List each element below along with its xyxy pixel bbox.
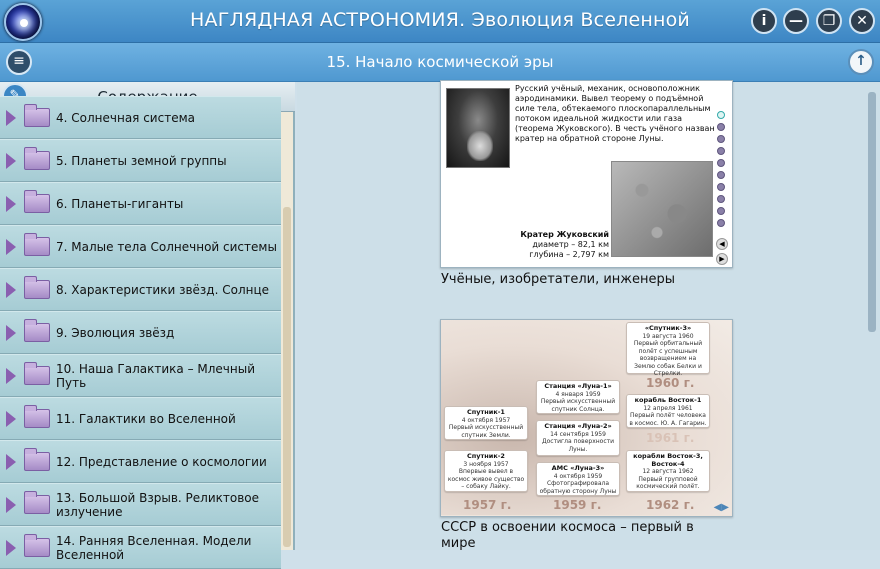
sidebar-item-14[interactable] [0, 526, 281, 569]
slide-dot[interactable] [717, 171, 725, 179]
folder-icon [24, 495, 50, 514]
sidebar-item-13[interactable] [0, 483, 281, 526]
crater-diameter: диаметр – 82,1 км [532, 240, 609, 249]
folder-icon [24, 366, 50, 385]
crater-depth: глубина – 2,797 км [529, 250, 609, 259]
year-label: 1962 г. [646, 498, 695, 512]
space-timeline-card[interactable] [440, 319, 733, 517]
sidebar-item-6[interactable] [0, 182, 281, 225]
minimize-button[interactable]: — [783, 8, 809, 34]
card2-caption[interactable]: СССР в освоении космоса – первый в мире [441, 520, 694, 551]
sidebar-item-label: 10. Наша Галактика – Млечный Путь [56, 361, 256, 390]
sidebar-item-label: 8. Характеристики звёзд. Солнце [56, 282, 270, 297]
folder-icon [24, 237, 50, 256]
sidebar-item-label: 6. Планеты-гиганты [56, 196, 184, 211]
up-arrow-icon[interactable]: ↑ [848, 49, 874, 75]
sidebar-item-9[interactable] [0, 311, 281, 354]
scientist-bio: Русский учёный, механик, основоположник аэродинамики. Вывел теорему о подъёмной силе тела, обтекаемого плоскопараллельным потоком идеальной жидкости или газа (теорема Жуковского). В честь учёного назван кратер на обратной стороне Луны. [515, 84, 715, 143]
section-bar [0, 43, 880, 82]
folder-icon [24, 409, 50, 428]
slide-dot[interactable] [717, 159, 725, 167]
slide-dot[interactable] [717, 219, 725, 227]
event-box: Спутник-2 3 ноября 1957 Впервые вывел в космос живое существо – собаку Лайку. [444, 450, 528, 492]
sidebar [0, 82, 295, 562]
event-box: АМС «Луна-3» 4 октября 1959 Сфотографировала обратную сторону Луны [536, 462, 620, 496]
sidebar-item-label: 7. Малые тела Солнечной системы [56, 239, 277, 254]
event-box: корабли Восток-3, Восток-4 12 августа 1962 Первый групповой космический полёт. [626, 450, 710, 492]
folder-icon [24, 108, 50, 127]
expand-arrow-icon[interactable] [6, 497, 16, 513]
sidebar-item-11[interactable] [0, 397, 281, 440]
year-label: 1961 г. [646, 431, 695, 445]
folder-icon [24, 452, 50, 471]
sidebar-item-label: 4. Солнечная система [56, 110, 195, 125]
menu-icon[interactable]: ≡ [6, 49, 32, 75]
slide-dot[interactable] [717, 147, 725, 155]
expand-arrow-icon[interactable] [6, 411, 16, 427]
year-label: 1960 г. [646, 376, 695, 390]
scientists-card[interactable] [440, 80, 733, 268]
main-content [297, 82, 880, 550]
expand-arrow-icon[interactable] [6, 282, 16, 298]
slide-dot[interactable] [717, 183, 725, 191]
event-box: корабль Восток-1 12 апреля 1961 Первый полёт человека в космос. Ю. А. Гагарин. [626, 394, 710, 428]
content-scrollbar[interactable] [867, 92, 877, 542]
folder-icon [24, 151, 50, 170]
folder-icon [24, 538, 50, 557]
restore-button[interactable]: ❐ [816, 8, 842, 34]
event-box: Станция «Луна-1» 4 января 1959 Первый искусственный спутник Солнца. [536, 380, 620, 414]
slide-dot[interactable] [717, 123, 725, 131]
title-bar [0, 0, 880, 43]
event-box: Станция «Луна-2» 14 сентября 1959 Достигла поверхности Луны. [536, 420, 620, 456]
sidebar-item-10[interactable] [0, 354, 281, 397]
expand-arrow-icon[interactable] [6, 110, 16, 126]
folder-icon [24, 323, 50, 342]
expand-arrow-icon[interactable] [6, 540, 16, 556]
expand-arrow-icon[interactable] [6, 454, 16, 470]
scientist-portrait [446, 88, 510, 168]
info-button[interactable]: i [751, 8, 777, 34]
sidebar-item-7[interactable] [0, 225, 281, 268]
expand-arrow-icon[interactable] [6, 325, 16, 341]
event-box: «Спутник-3» 19 августа 1960 Первый орбитальный полёт с успешным возвращением на Землю собак Белки и Стрелки. [626, 322, 710, 374]
scroll-arrows-icon[interactable]: ◀▶ [713, 502, 729, 513]
play-icon[interactable]: ▶ [716, 253, 728, 265]
expand-arrow-icon[interactable] [6, 368, 16, 384]
sidebar-item-label: 5. Планеты земной группы [56, 153, 227, 168]
sidebar-item-label: 9. Эволюция звёзд [56, 325, 175, 340]
sidebar-item-5[interactable] [0, 139, 281, 182]
sidebar-item-12[interactable] [0, 440, 281, 483]
crater-title: Кратер Жуковский [520, 230, 609, 239]
sidebar-scroll-thumb[interactable] [283, 207, 291, 547]
sidebar-item-8[interactable] [0, 268, 281, 311]
folder-icon [24, 194, 50, 213]
crater-image [611, 161, 713, 257]
sidebar-item-label: 12. Представление о космологии [56, 454, 267, 469]
sidebar-item-label: 14. Ранняя Вселенная. Модели Вселенной [56, 533, 252, 562]
section-title: 15. Начало космической эры [326, 53, 554, 71]
expand-arrow-icon[interactable] [6, 239, 16, 255]
event-box: Спутник-1 4 октября 1957 Первый искусственный спутник Земли. [444, 406, 528, 440]
card1-caption[interactable]: Учёные, изобретатели, инженеры [441, 272, 676, 287]
slide-dot[interactable] [717, 135, 725, 143]
folder-icon [24, 280, 50, 299]
sidebar-item-4[interactable] [0, 96, 281, 139]
sidebar-item-label: 13. Большой Взрыв. Реликтовое излучение [56, 490, 260, 519]
sidebar-item-label: 11. Галактики во Вселенной [56, 411, 236, 426]
expand-arrow-icon[interactable] [6, 153, 16, 169]
slide-dot[interactable] [717, 195, 725, 203]
close-button[interactable]: ✕ [849, 8, 875, 34]
year-label: 1957 г. [463, 498, 512, 512]
content-scroll-thumb[interactable] [868, 92, 876, 332]
app-title: НАГЛЯДНАЯ АСТРОНОМИЯ. Эволюция Вселенной [190, 9, 690, 31]
slide-dot[interactable] [717, 111, 725, 119]
year-label: 1959 г. [553, 498, 602, 512]
prev-icon[interactable]: ◀ [716, 238, 728, 250]
expand-arrow-icon[interactable] [6, 196, 16, 212]
sidebar-scrollbar[interactable] [281, 112, 293, 550]
slide-dot[interactable] [717, 207, 725, 215]
